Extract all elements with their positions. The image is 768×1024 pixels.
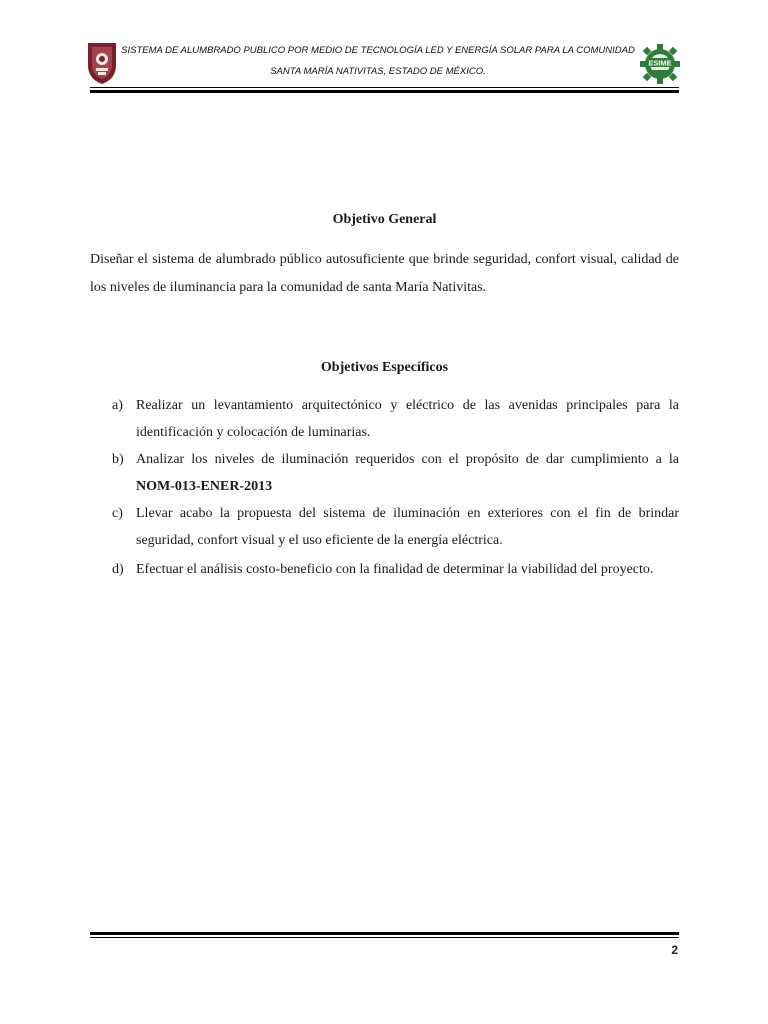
general-objective-text: Diseñar el sistema de alumbrado público autosuficiente que brinde seguridad, confort visual, calidad de los niveles de iluminancia para la comunidad de santa María Nativitas. xyxy=(90,252,679,295)
esime-logo-text: ESIME xyxy=(648,58,672,68)
header-line-2: SANTA MARÍA NATIVITAS, ESTADO DE MÉXICO. xyxy=(270,66,486,77)
document-header-title xyxy=(120,44,636,79)
list-marker: c) xyxy=(112,506,123,521)
footer-rule-thick xyxy=(90,932,679,935)
list-item xyxy=(112,556,679,583)
list-marker: b) xyxy=(112,452,124,467)
specific-objectives-heading: Objetivos Específicos xyxy=(320,360,449,375)
list-item-text: Efectuar el análisis costo-beneficio con la finalidad de determinar la viabilidad del proyecto. xyxy=(136,562,654,577)
esime-logo-icon xyxy=(638,42,682,86)
list-item-text: Analizar los niveles de iluminación requeridos con el propósito de dar cumplimiento a la xyxy=(136,452,679,467)
footer-rule-thin xyxy=(90,937,679,938)
list-item xyxy=(112,500,679,554)
header-line-1: SISTEMA DE ALUMBRADO PUBLICO POR MEDIO DE TECNOLOGÍA LED Y ENERGÍA SOLAR PARA LA COMUNIDAD xyxy=(121,45,635,56)
general-objective-heading: Objetivo General xyxy=(332,212,437,227)
header-rule-thin xyxy=(90,87,679,88)
page-number: 2 xyxy=(671,943,678,957)
list-item xyxy=(112,446,679,500)
list-marker: a) xyxy=(112,398,123,413)
list-item xyxy=(112,392,679,446)
list-item-text: Llevar acabo la propuesta del sistema de iluminación en exteriores con el fin de brindar seguridad, confort visual y el uso eficiente de la energía eléctrica. xyxy=(136,506,679,548)
header-rule-thick xyxy=(90,90,679,93)
list-item-text: Realizar un levantamiento arquitectónico y eléctrico de las avenidas principales para la identificación y colocación de luminarias. xyxy=(136,398,679,440)
nom-code: NOM-013-ENER-2013 xyxy=(136,479,273,494)
ipn-logo-icon xyxy=(86,41,118,85)
list-marker: d) xyxy=(112,562,124,577)
